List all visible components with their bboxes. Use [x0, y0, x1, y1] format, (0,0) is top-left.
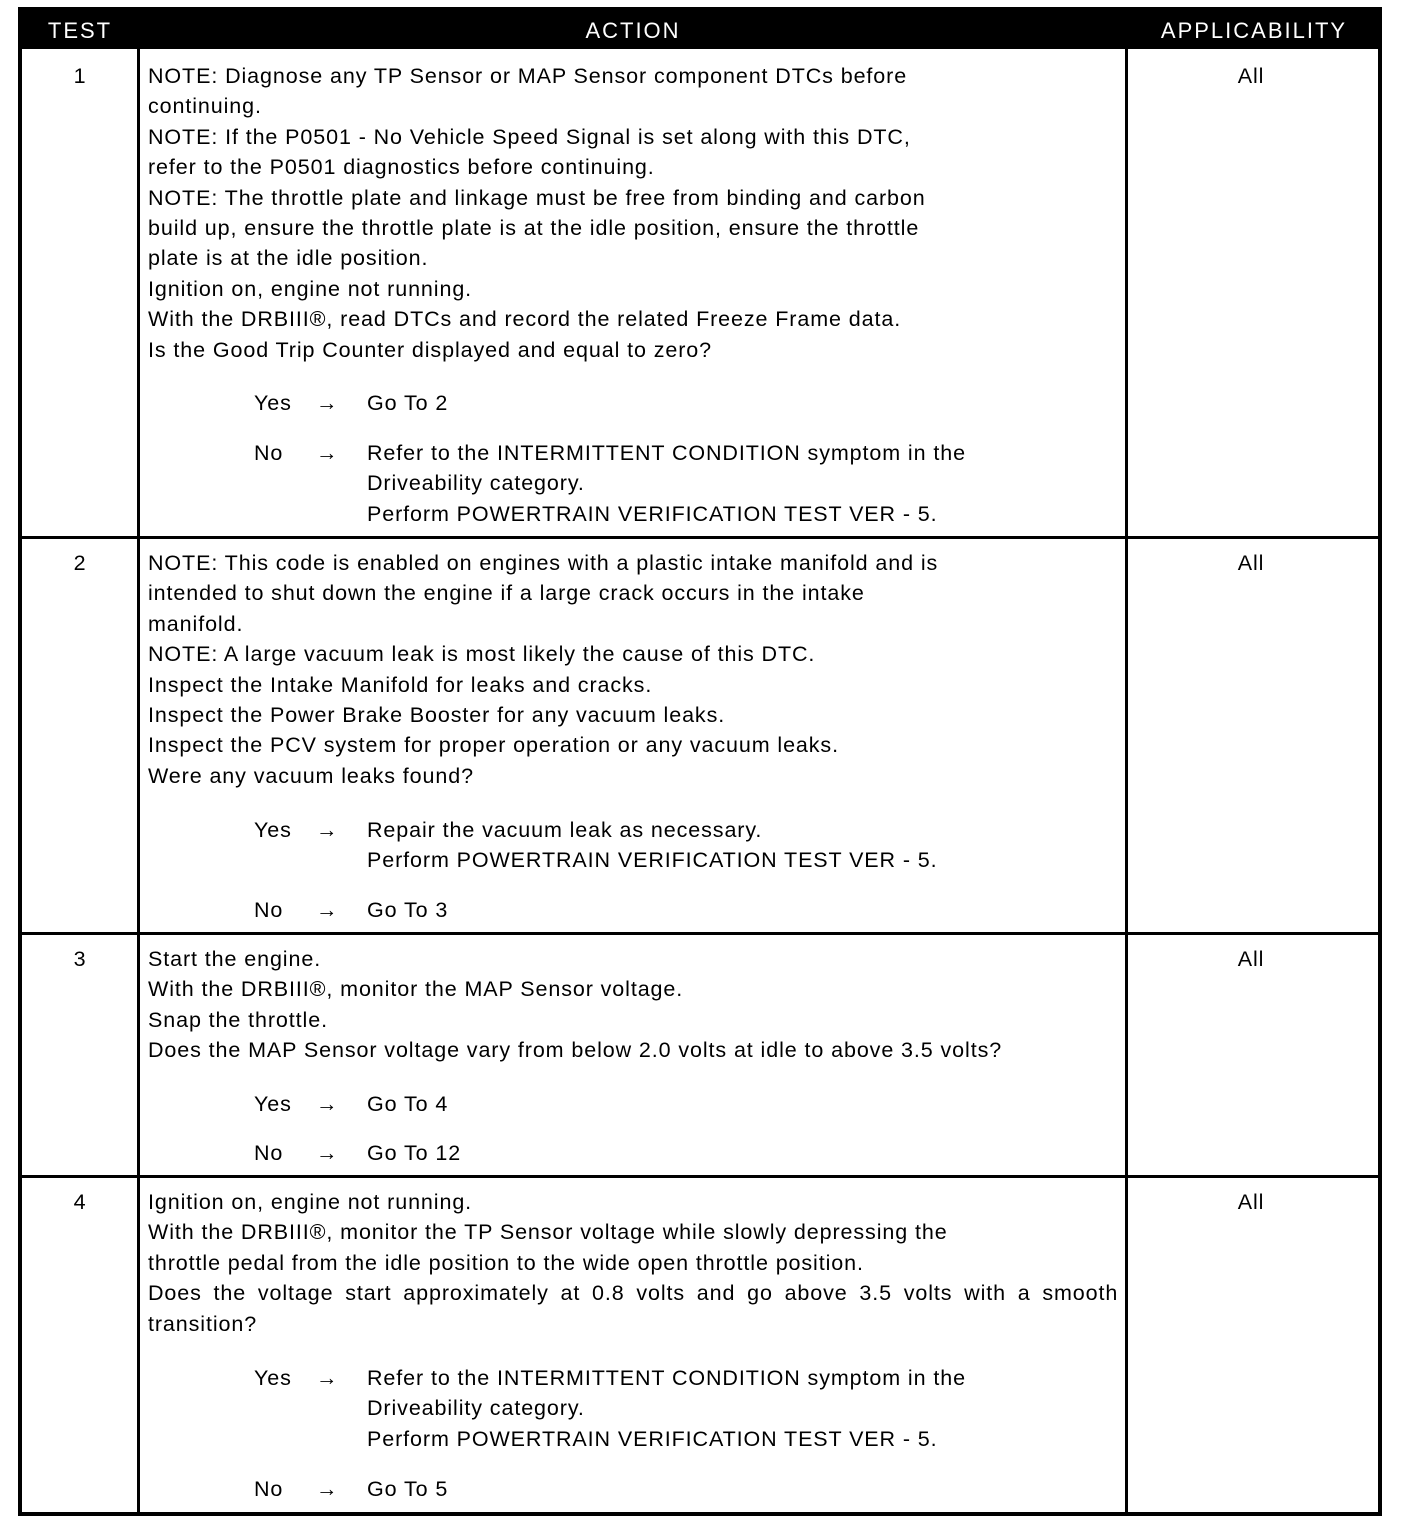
action-line: Does the MAP Sensor voltage vary from below 2.0 volts at idle to above 3.5 volts? — [148, 1038, 1003, 1063]
arrow-icon: → — [316, 1141, 339, 1165]
action-line: Inspect the Intake Manifold for leaks and cracks. — [148, 672, 653, 697]
action-line: NOTE: A large vacuum leak is most likely the cause of this DTC. — [148, 642, 816, 667]
test-number: 4 — [73, 1190, 87, 1214]
applicability-value: All — [1237, 551, 1265, 575]
action-line: Start the engine. — [148, 947, 322, 971]
arrow-icon: → — [316, 441, 339, 465]
arrow-icon: → — [316, 1477, 339, 1501]
answer-result: Go To 4 — [367, 1092, 449, 1116]
applicability-value: All — [1237, 947, 1265, 971]
applicability-value: All — [1237, 1190, 1265, 1214]
action-line: manifold. — [148, 611, 244, 636]
answer-result: Go To 12 — [367, 1141, 462, 1165]
arrow-icon: → — [316, 1366, 339, 1390]
column-divider — [1125, 49, 1128, 1512]
action-line: transition? — [148, 1311, 258, 1336]
column-divider — [137, 49, 140, 1512]
action-line: build up, ensure the throttle plate is at the idle position, ensure the throttle — [148, 216, 920, 240]
arrow-icon: → — [316, 391, 339, 415]
answer-result: Perform POWERTRAIN VERIFICATION TEST VER - 5. — [367, 848, 938, 873]
row-divider — [22, 932, 1378, 935]
arrow-icon: → — [316, 1092, 339, 1116]
action-line: Does the voltage start approximately at 0.8 volts and go above 3.5 volts with a smooth — [148, 1281, 1119, 1306]
action-line: Snap the throttle. — [148, 1007, 328, 1032]
action-line: intended to shut down the engine if a large crack occurs in the intake — [148, 581, 865, 606]
answer-label: No — [254, 898, 284, 922]
arrow-icon: → — [316, 818, 339, 842]
answer-label: No — [254, 441, 284, 465]
answer-result: Refer to the INTERMITTENT CONDITION symptom in the — [367, 441, 966, 465]
action-line: Inspect the PCV system for proper operation or any vacuum leaks. — [148, 733, 839, 758]
header-test: TEST — [47, 18, 113, 43]
test-number: 2 — [73, 551, 87, 575]
applicability-value: All — [1237, 64, 1265, 88]
answer-result: Perform POWERTRAIN VERIFICATION TEST VER - 5. — [367, 1426, 938, 1451]
answer-result: Perform POWERTRAIN VERIFICATION TEST VER - 5. — [367, 501, 938, 526]
action-line: Inspect the Power Brake Booster for any vacuum leaks. — [148, 703, 726, 727]
answer-label: No — [254, 1477, 284, 1501]
action-line: Is the Good Trip Counter displayed and equal to zero? — [148, 337, 713, 362]
answer-result: Refer to the INTERMITTENT CONDITION symptom in the — [367, 1366, 966, 1390]
answer-result: Go To 2 — [367, 391, 449, 415]
action-line: With the DRBIII®, monitor the TP Sensor voltage while slowly depressing the — [148, 1220, 948, 1245]
answer-label: Yes — [254, 1366, 292, 1390]
action-line: throttle pedal from the idle position to the wide open throttle position. — [148, 1250, 864, 1275]
action-line: NOTE: This code is enabled on engines with a plastic intake manifold and is — [148, 551, 939, 575]
answer-result: Repair the vacuum leak as necessary. — [367, 818, 763, 842]
answer-result: Go To 5 — [367, 1477, 449, 1501]
action-line: Ignition on, engine not running. — [148, 1190, 473, 1214]
answer-label: Yes — [254, 1092, 292, 1116]
row-divider — [22, 536, 1378, 539]
answer-label: Yes — [254, 391, 292, 415]
header-applicability: APPLICABILITY — [1160, 18, 1348, 43]
test-number: 1 — [73, 64, 87, 88]
row-divider — [22, 1175, 1378, 1178]
action-line: continuing. — [148, 94, 262, 119]
action-line: With the DRBIII®, read DTCs and record the related Freeze Frame data. — [148, 307, 902, 332]
action-line: Were any vacuum leaks found? — [148, 763, 474, 788]
test-number: 3 — [73, 947, 87, 971]
table-header — [22, 11, 1378, 49]
diagnostic-table — [18, 7, 1382, 1516]
action-line: plate is at the idle position. — [148, 246, 429, 271]
answer-result: Go To 3 — [367, 898, 449, 922]
header-action: ACTION — [585, 18, 681, 43]
answer-result: Driveability category. — [367, 1396, 585, 1421]
answer-result: Driveability category. — [367, 471, 585, 496]
action-line: Ignition on, engine not running. — [148, 276, 473, 301]
action-line: NOTE: The throttle plate and linkage must be free from binding and carbon — [148, 185, 926, 210]
action-line: NOTE: If the P0501 - No Vehicle Speed Signal is set along with this DTC, — [148, 124, 911, 149]
answer-label: Yes — [254, 818, 292, 842]
arrow-icon: → — [316, 898, 339, 922]
action-line: refer to the P0501 diagnostics before continuing. — [148, 155, 655, 180]
action-line: NOTE: Diagnose any TP Sensor or MAP Sensor component DTCs before — [148, 64, 908, 88]
answer-label: No — [254, 1141, 284, 1165]
action-line: With the DRBIII®, monitor the MAP Sensor voltage. — [148, 977, 684, 1002]
